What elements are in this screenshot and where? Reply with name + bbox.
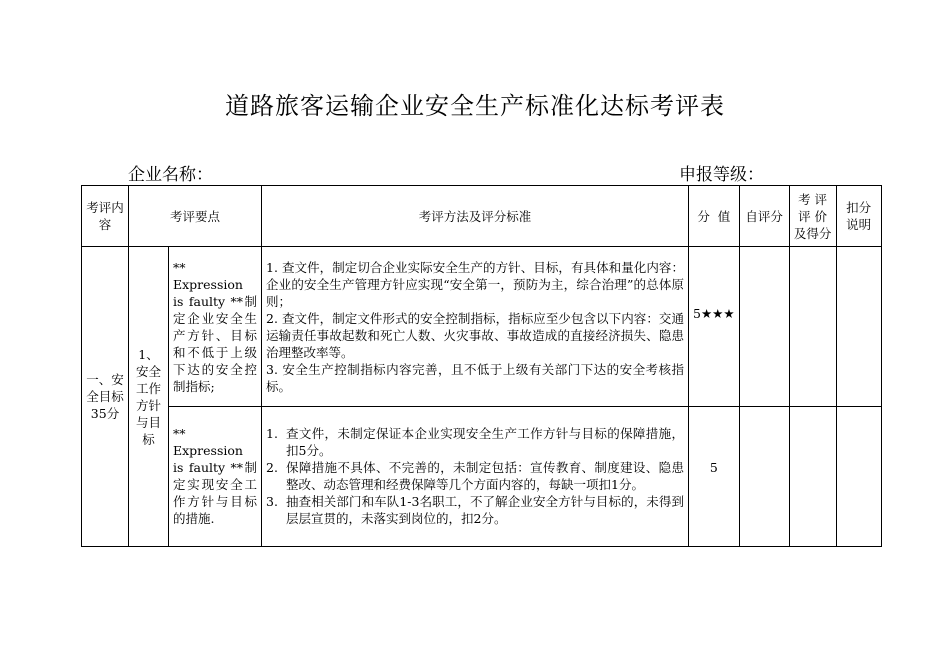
self-score-cell[interactable] bbox=[739, 407, 789, 547]
list-number: 3. bbox=[266, 494, 278, 509]
table-row bbox=[82, 247, 882, 407]
sub-section-label: 1、安全工作方针与目标 bbox=[129, 247, 169, 547]
table-header-row bbox=[82, 186, 882, 247]
list-text: 抽查相关部门和车队1-3名职工，不了解企业安全方针与目标的，未得到层层宣贯的，未落实到岗位的，扣2分。 bbox=[286, 494, 684, 526]
header-points: 考评要点 bbox=[129, 186, 262, 247]
method-text: 3. 安全生产控制指标内容完善，且不低于上级有关部门下达的安全考核指标。 bbox=[266, 361, 684, 394]
list-number: 1. bbox=[266, 426, 278, 441]
header-deduction: 扣分说明 bbox=[836, 186, 881, 247]
table-row bbox=[82, 407, 882, 547]
method-text: 1. 查文件，制定切合企业实际安全生产的方针、目标，有具体和量化内容：企业的安全生产管理方针应实现“安全第一，预防为主，综合治理”的总体原则； bbox=[266, 259, 684, 309]
eval-point-2: ** Expression is faulty **制定实现安全工作方针与目标的措施. bbox=[169, 407, 262, 547]
method-cell-1 bbox=[262, 247, 689, 407]
list-item bbox=[266, 493, 684, 527]
company-name-label: 企业名称： bbox=[128, 165, 213, 185]
list-text: 保障措施不具体、不完善的，未制定包括：宣传教育、制度建设、隐患整改、动态管理和经费保障等几个方面内容的，每缺一项扣1分。 bbox=[286, 460, 684, 492]
eval-score-cell[interactable] bbox=[789, 407, 836, 547]
list-text: 查文件，未制定保证本企业实现安全生产工作方针与目标的保障措施，扣5分。 bbox=[286, 426, 684, 458]
header-eval-score: 考 评 评 价 及得分 bbox=[789, 186, 836, 247]
score-value-2: 5 bbox=[689, 407, 740, 547]
section-label: 一、安全目标35分 bbox=[82, 247, 129, 547]
deduction-cell[interactable] bbox=[836, 247, 881, 407]
page-title: 道路旅客运输企业安全生产标准化达标考评表 bbox=[225, 92, 725, 120]
evaluation-table bbox=[81, 185, 882, 547]
list-item bbox=[266, 459, 684, 493]
eval-score-cell[interactable] bbox=[789, 247, 836, 407]
report-level-label: 申报等级： bbox=[679, 165, 764, 185]
header-method: 考评方法及评分标准 bbox=[262, 186, 689, 247]
method-text: 2. 查文件，制定文件形式的安全控制指标，指标应至少包含以下内容：交通运输责任事故起数和死亡人数、火灾事故、事故造成的直接经济损失、隐患治理整改率等。 bbox=[266, 310, 684, 360]
score-value-1: 5★★★ bbox=[689, 247, 740, 407]
header-content: 考评内容 bbox=[82, 186, 129, 247]
self-score-cell[interactable] bbox=[739, 247, 789, 407]
deduction-cell[interactable] bbox=[836, 407, 881, 547]
list-item bbox=[266, 425, 684, 459]
method-cell-2 bbox=[262, 407, 689, 547]
list-number: 2. bbox=[266, 460, 278, 475]
header-score: 分 值 bbox=[689, 186, 740, 247]
eval-point-1: ** Expression is faulty **制定企业安全生产方针、目标和不低于上级下达的安全控制指标; bbox=[169, 247, 262, 407]
header-self-score: 自评分 bbox=[739, 186, 789, 247]
